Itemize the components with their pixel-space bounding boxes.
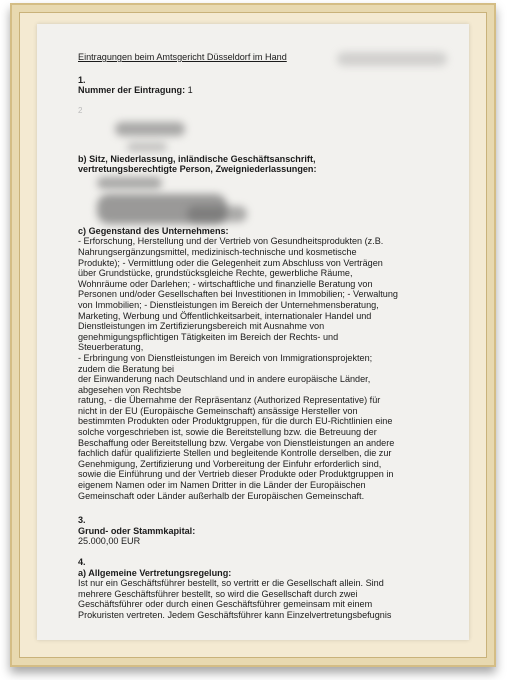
- section-2: [78, 106, 438, 144]
- body-line: eigenem Namen oder im Namen Dritter in die Länder der Europäischen: [78, 480, 366, 491]
- section-2-number: 2: [78, 105, 83, 115]
- section-3-number: 3.: [78, 515, 86, 526]
- section-3-value: 25.000,00 EUR: [78, 536, 141, 547]
- section-4-title: a) Allgemeine Vertretungsregelung:: [78, 567, 232, 578]
- body-line: Produkte); - Vermittlung oder die Gelegenheit zum Abschluss von Verträgen: [78, 257, 383, 268]
- body-line: sowie die Einführung und der Vertrieb dieser Produkte oder Produktgruppen in: [78, 469, 394, 480]
- body-line: abgesehen von Rechtsbe: [78, 384, 182, 395]
- body-line: Prokuristen vertreten. Jedem Geschäftsführer kann Einzelvertretungsbefugnis: [78, 609, 392, 620]
- section-3: [78, 515, 438, 547]
- section-4-body: [78, 578, 438, 620]
- section-b-title-2: vertretungsberechtigte Person, Zweigniederlassungen:: [78, 164, 317, 175]
- section-1: [78, 75, 438, 96]
- body-line: mehrere Geschäftsführer bestellt, so wird die Gesellschaft durch zwei: [78, 588, 358, 599]
- section-4: [78, 557, 438, 621]
- picture-frame: [10, 3, 496, 667]
- document-header: Eintragungen beim Amtsgericht Düsseldorf im Hand: [78, 52, 287, 62]
- body-line: zudem die Beratung bei: [78, 363, 175, 374]
- body-line: von Immobilien; - Dienstleistungen im Bereich der Unternehmensberatung,: [78, 299, 379, 310]
- section-1-title: Nummer der Eintragung:: [78, 85, 186, 96]
- body-line: Wohnräume oder Darlehen; - wirtschaftliche und finanzielle Beratung von: [78, 278, 373, 289]
- body-line: bestimmten Produkten oder Produktgruppen, für die durch EU-Richtlinien eine: [78, 416, 393, 427]
- body-line: der Einwanderung nach Deutschland und in andere europäische Länder,: [78, 374, 371, 385]
- document-content: [78, 52, 438, 631]
- body-line: Dienstleistungen im Zertifizierungsbereich mit Ausnahme von: [78, 321, 325, 332]
- section-c-title: c) Gegenstand des Unternehmens:: [78, 225, 229, 236]
- body-line: nicht in der EU (Europäische Gemeinschaft) ansässige Hersteller von: [78, 405, 358, 416]
- body-line: Gemeinschaft oder Länder außerhalb der Europäischen Gemeinschaft.: [78, 490, 365, 501]
- section-b-title-1: b) Sitz, Niederlassung, inländische Geschäftsanschrift,: [78, 153, 316, 164]
- section-1-value: 1: [187, 85, 193, 96]
- body-line: Personen und/oder Gesellschaften bei Investitionen in Immobilien; - Verwaltung: [78, 289, 398, 300]
- body-line: über Grundstücke, grundstücksgleiche Rechte, gewerbliche Räume,: [78, 268, 353, 279]
- body-line: Marketing, Werbung und Öffentlichkeitsarbeit, internationaler Handel und: [78, 310, 372, 321]
- body-line: - Erforschung, Herstellung und der Vertrieb von Gesundheitsprodukten (z.B.: [78, 236, 384, 247]
- body-line: solche vorgeschrieben ist, sowie die Bereitstellung bzw. die Betreuung der: [78, 427, 377, 438]
- body-line: Steuerberatung,: [78, 342, 144, 353]
- body-line: - Erbringung von Dienstleistungen im Bereich von Immigrationsprojekten;: [78, 352, 373, 363]
- section-c-body: [78, 236, 438, 501]
- body-line: Geschäftsführer oder durch einen Geschäftsführer gemeinsam mit einem: [78, 599, 373, 610]
- body-line: genehmigungspflichtigen Tätigkeiten im Bereich der Rechts- und: [78, 331, 339, 342]
- body-line: Beschaffung oder Bereitstellung bzw. Vergabe von Dienstleistungen an andere: [78, 437, 395, 448]
- body-line: Nahrungsergänzungsmittel, medizinisch-technische und kosmetische: [78, 246, 357, 257]
- section-1-row: [78, 85, 438, 96]
- section-b: [78, 154, 438, 216]
- body-line: Genehmigung, Zertifizierung und Vorbereitung der Einfuhr erforderlich sind,: [78, 458, 382, 469]
- body-line: ratung, - die Übernahme der Repräsentanz (Authorized Representative) für: [78, 395, 381, 406]
- section-1-number: 1.: [78, 74, 86, 85]
- body-line: fachlich dafür qualifizierte Stellen und begleitende Kontrolle derselben, die zur: [78, 448, 392, 459]
- section-c: [78, 226, 438, 501]
- section-3-title: Grund- oder Stammkapital:: [78, 525, 196, 536]
- body-line: Ist nur ein Geschäftsführer bestellt, so vertritt er die Gesellschaft allein. Sind: [78, 578, 384, 589]
- section-4-number: 4.: [78, 557, 86, 567]
